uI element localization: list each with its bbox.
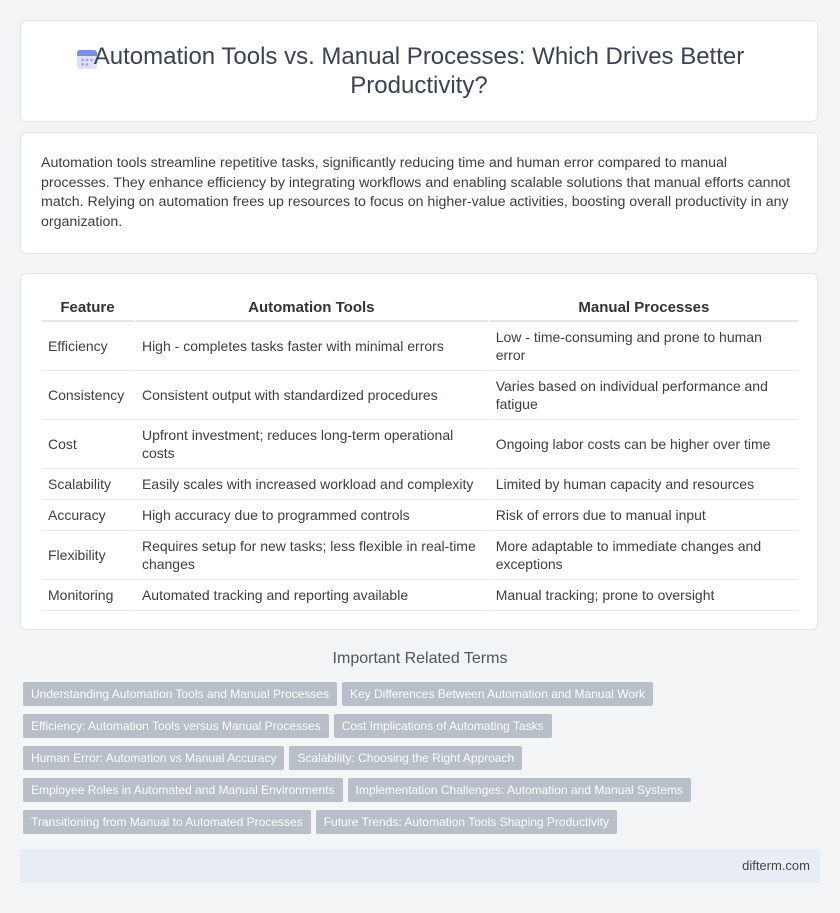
automation-cell: High accuracy due to programmed controls	[136, 500, 490, 531]
table-row	[42, 322, 798, 371]
related-term-link[interactable]: Understanding Automation Tools and Manual Processes	[23, 682, 337, 706]
feature-cell: Cost	[42, 420, 136, 469]
related-term-link[interactable]: Future Trends: Automation Tools Shaping Productivity	[316, 810, 617, 834]
feature-cell: Consistency	[42, 371, 136, 420]
manual-cell: Low - time-consuming and prone to human error	[490, 322, 798, 371]
title-card	[20, 20, 818, 122]
table-row	[42, 580, 798, 611]
table-row	[42, 500, 798, 531]
manual-cell: Manual tracking; prone to oversight	[490, 580, 798, 611]
feature-cell: Flexibility	[42, 531, 136, 580]
table-row	[42, 469, 798, 500]
page-title: Automation Tools vs. Manual Processes: Which Drives Better Productivity?	[93, 43, 745, 99]
manual-cell: Limited by human capacity and resources	[490, 469, 798, 500]
feature-cell: Monitoring	[42, 580, 136, 611]
related-term-link[interactable]: Cost Implications of Automating Tasks	[334, 714, 552, 738]
intro-paragraph: Automation tools streamline repetitive tasks, significantly reducing time and human error compared to manual processes. They enhance efficiency by integrating workflows and enabling scalable solutions that manual efforts cannot match. Relying on automation frees up resources to focus on higher-value activities, boosting overall productivity in any organization.	[41, 155, 791, 230]
manual-cell: Varies based on individual performance and fatigue	[490, 371, 798, 420]
feature-cell: Efficiency	[42, 322, 136, 371]
footer	[20, 849, 820, 883]
automation-cell: Easily scales with increased workload and complexity	[136, 469, 490, 500]
related-term-link[interactable]: Employee Roles in Automated and Manual Environments	[23, 778, 343, 802]
table-row	[42, 420, 798, 469]
header-automation: Automation Tools	[136, 294, 490, 322]
feature-cell: Scalability	[42, 469, 136, 500]
automation-cell: Requires setup for new tasks; less flexible in real-time changes	[136, 531, 490, 580]
related-term-link[interactable]: Key Differences Between Automation and Manual Work	[342, 682, 653, 706]
related-term-link[interactable]: Efficiency: Automation Tools versus Manual Processes	[23, 714, 329, 738]
related-term-link[interactable]: Implementation Challenges: Automation and Manual Systems	[348, 778, 692, 802]
automation-cell: High - completes tasks faster with minimal errors	[136, 322, 490, 371]
table-row	[42, 531, 798, 580]
manual-cell: Risk of errors due to manual input	[490, 500, 798, 531]
related-term-link[interactable]: Scalability: Choosing the Right Approach	[289, 746, 522, 770]
comparison-card	[20, 273, 818, 630]
automation-cell: Upfront investment; reduces long-term operational costs	[136, 420, 490, 469]
comparison-table	[42, 294, 798, 611]
manual-cell: More adaptable to immediate changes and exceptions	[490, 531, 798, 580]
table-header-row	[42, 294, 798, 322]
table-row	[42, 371, 798, 420]
related-term-link[interactable]: Human Error: Automation vs Manual Accuracy	[23, 746, 284, 770]
header-feature: Feature	[42, 294, 136, 322]
intro-card	[20, 132, 818, 254]
footer-site-link[interactable]: difterm.com	[742, 858, 810, 873]
related-terms-list	[23, 682, 803, 842]
feature-cell: Accuracy	[42, 500, 136, 531]
automation-cell: Consistent output with standardized procedures	[136, 371, 490, 420]
automation-cell: Automated tracking and reporting available	[136, 580, 490, 611]
header-manual: Manual Processes	[490, 294, 798, 322]
related-terms-heading: Important Related Terms	[332, 650, 508, 667]
manual-cell: Ongoing labor costs can be higher over time	[490, 420, 798, 469]
related-term-link[interactable]: Transitioning from Manual to Automated Processes	[23, 810, 311, 834]
